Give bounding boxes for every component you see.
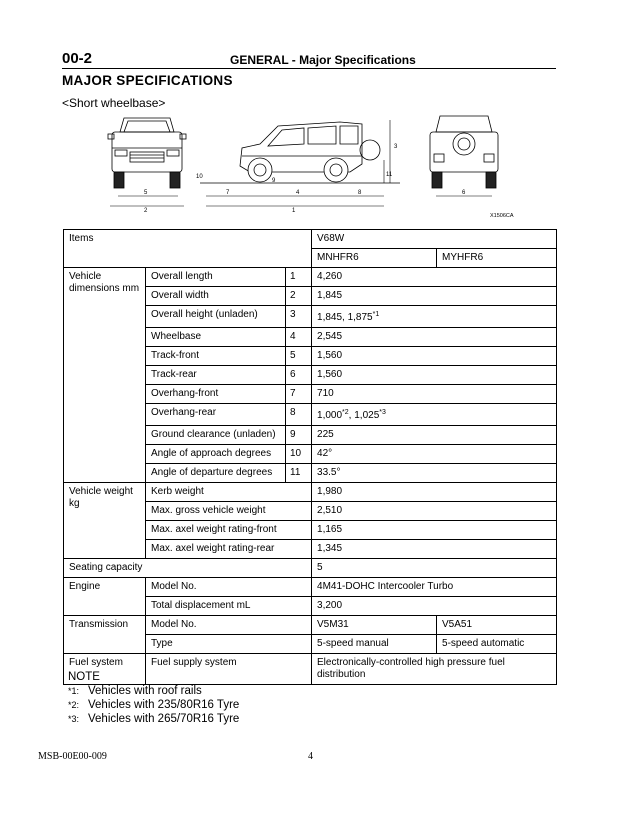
row-value: 42°: [312, 445, 557, 464]
row-value: 1,980: [312, 483, 557, 502]
row-value: 1,845, 1,875$^{*1}$: [312, 306, 557, 328]
row-label: Overall height (unladen): [146, 306, 286, 328]
page-number: 4: [308, 751, 313, 762]
row-label: Overhang-front: [146, 385, 286, 404]
row-label: Overall length: [146, 268, 286, 287]
note-item: *1: Vehicles with roof rails: [68, 685, 202, 697]
row-label: Track-rear: [146, 366, 286, 385]
note-block: [68, 670, 239, 726]
fuel-label: Fuel system: [64, 654, 146, 685]
row-value: 2,545: [312, 328, 557, 347]
table-row: [64, 483, 557, 502]
dimensions-group-label: Vehicle dimensions mm: [64, 268, 146, 483]
table-row: [64, 268, 557, 287]
front-view-drawing: [108, 118, 186, 188]
row-number: 11: [286, 464, 312, 483]
row-label: Track-front: [146, 347, 286, 366]
row-number: 10: [286, 445, 312, 464]
row-value: 5-speed manual: [312, 635, 437, 654]
note-item: *3: Vehicles with 265/70R16 Tyre: [68, 713, 240, 725]
row-value: 1,345: [312, 540, 557, 559]
variant-header-2: MYHFR6: [437, 249, 557, 268]
callout-8: 8: [358, 190, 362, 196]
row-label: Model No.: [146, 578, 312, 597]
row-label: Fuel supply system: [146, 654, 312, 685]
row-value: 710: [312, 385, 557, 404]
callout-11: 11: [386, 172, 393, 178]
row-value: 5-speed automatic: [437, 635, 557, 654]
document-id: MSB-00E00-009: [38, 751, 107, 762]
row-number: 8: [286, 404, 312, 426]
row-value: Electronically-controlled high pressure fuel distribution: [312, 654, 557, 685]
row-number: 6: [286, 366, 312, 385]
transmission-label: Transmission: [64, 616, 146, 654]
row-number: 2: [286, 287, 312, 306]
row-label: Overall width: [146, 287, 286, 306]
table-row: [64, 616, 557, 635]
callout-3: 3: [394, 144, 398, 150]
callout-1: 1: [292, 208, 296, 214]
row-number: 4: [286, 328, 312, 347]
row-number: 3: [286, 306, 312, 328]
vehicle-dimension-figure: [100, 104, 540, 228]
items-header: Items: [64, 230, 312, 268]
seating-label: Seating capacity: [64, 559, 312, 578]
row-value: 1,560: [312, 347, 557, 366]
row-value: 4,260: [312, 268, 557, 287]
callout-2: 2: [144, 208, 148, 214]
row-label: Angle of departure degrees: [146, 464, 286, 483]
engine-label: Engine: [64, 578, 146, 616]
row-number: 1: [286, 268, 312, 287]
row-value: 33.5°: [312, 464, 557, 483]
side-view-drawing: [240, 122, 380, 182]
table-row: [64, 230, 557, 249]
page-subtitle: <Short wheelbase>: [62, 96, 166, 110]
row-label: Max. axel weight rating-front: [146, 521, 312, 540]
callout-9: 9: [272, 178, 276, 184]
variant-header-1: MNHFR6: [312, 249, 437, 268]
row-label: Angle of approach degrees: [146, 445, 286, 464]
row-label: Ground clearance (unladen): [146, 426, 286, 445]
row-value: 1,560: [312, 366, 557, 385]
callout-4: 4: [296, 190, 300, 196]
callout-10: 10: [196, 174, 203, 180]
row-number: 7: [286, 385, 312, 404]
row-value: 1,845: [312, 287, 557, 306]
table-row: [64, 559, 557, 578]
row-value: 1,165: [312, 521, 557, 540]
weight-group-label: Vehicle weight kg: [64, 483, 146, 559]
figure-code: X1506CA: [490, 213, 514, 219]
callout-5: 5: [144, 190, 148, 196]
model-header: V68W: [312, 230, 557, 249]
row-label: Max. axel weight rating-rear: [146, 540, 312, 559]
row-label: Kerb weight: [146, 483, 312, 502]
section-title: GENERAL - Major Specifications: [230, 53, 416, 67]
rear-view-drawing: [430, 116, 498, 188]
row-label: Total displacement mL: [146, 597, 312, 616]
page-header: [62, 48, 556, 69]
row-number: 9: [286, 426, 312, 445]
row-value: 3,200: [312, 597, 557, 616]
row-number: 5: [286, 347, 312, 366]
row-label: Max. gross vehicle weight: [146, 502, 312, 521]
note-heading: NOTE: [68, 671, 100, 683]
row-value: 4M41-DOHC Intercooler Turbo: [312, 578, 557, 597]
row-value: 1,000$^{*2}$, 1,025$^{*3}$: [312, 404, 557, 426]
section-number: 00-2: [62, 50, 93, 67]
row-value: 225: [312, 426, 557, 445]
row-label: Type: [146, 635, 312, 654]
row-value: 2,510: [312, 502, 557, 521]
seating-value: 5: [312, 559, 557, 578]
row-label: Overhang-rear: [146, 404, 286, 426]
page-title: MAJOR SPECIFICATIONS: [62, 73, 233, 88]
specifications-table: [63, 229, 557, 685]
callout-6: 6: [462, 190, 466, 196]
row-label: Model No.: [146, 616, 312, 635]
row-value: V5M31: [312, 616, 437, 635]
callout-7: 7: [226, 190, 230, 196]
table-row: [64, 578, 557, 597]
row-label: Wheelbase: [146, 328, 286, 347]
row-value: V5A51: [437, 616, 557, 635]
note-item: *2: Vehicles with 235/80R16 Tyre: [68, 699, 240, 711]
